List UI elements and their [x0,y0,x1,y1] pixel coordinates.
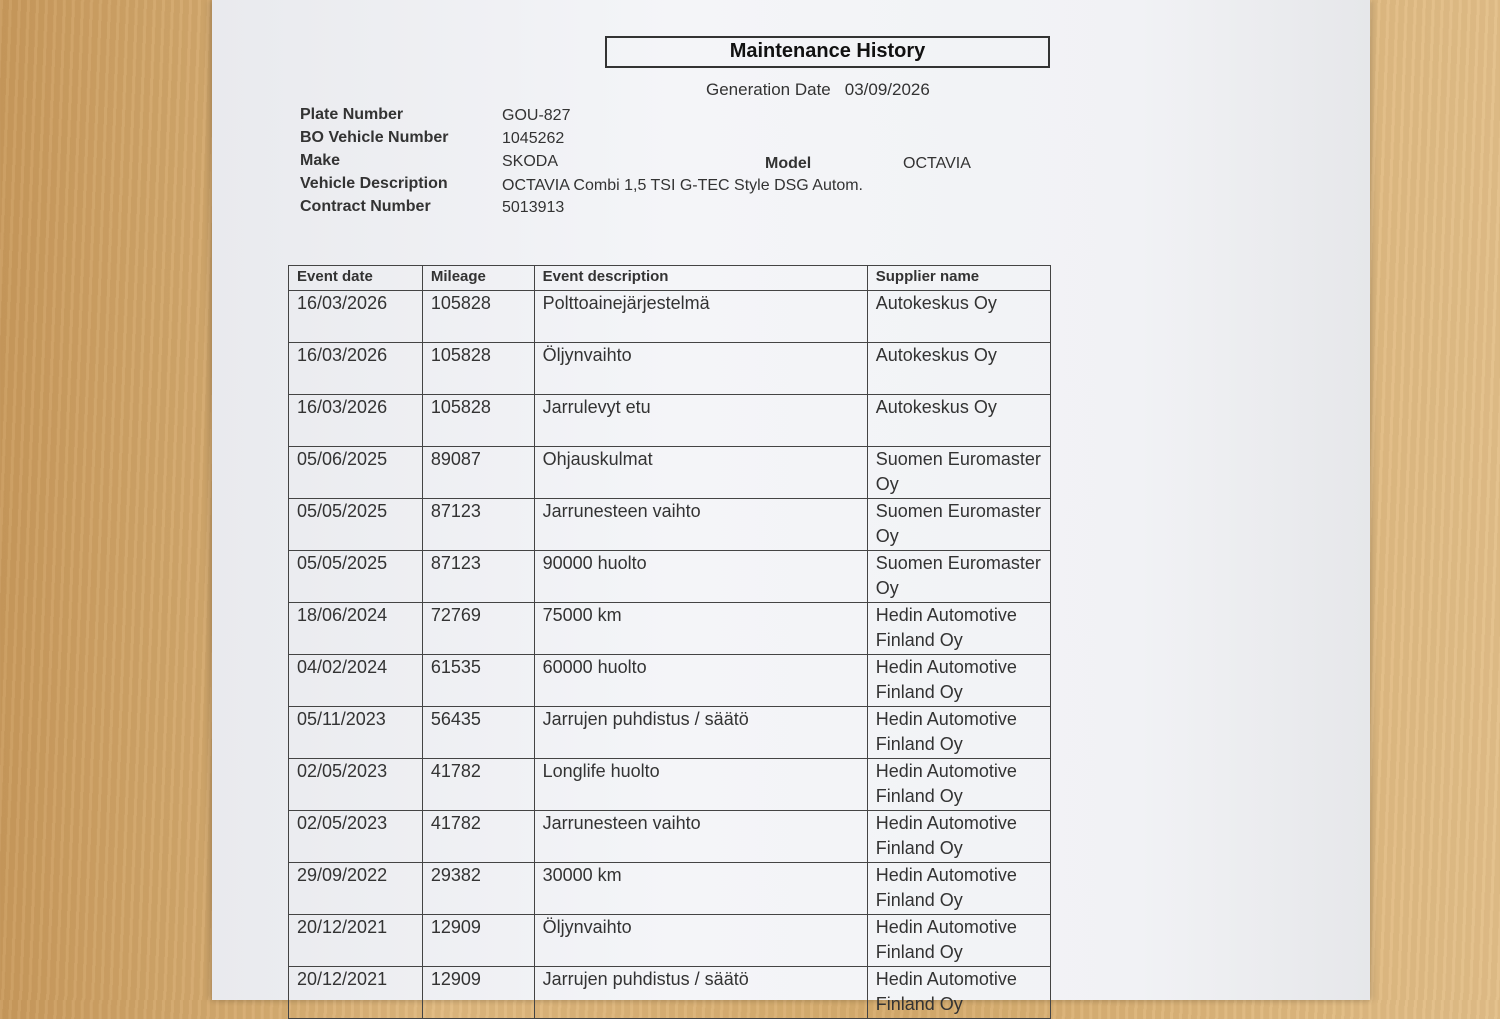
document-title: Maintenance History [605,36,1050,68]
table-row [289,811,1051,863]
supplier-name-cell: Hedin Automotive Finland Oy [867,915,1050,967]
table-body [289,291,1051,1019]
supplier-name-cell: Suomen Euromaster Oy [867,499,1050,551]
event-description-cell: Jarrunesteen vaihto [534,811,867,863]
bo-vehicle-number-value: 1045262 [502,130,565,147]
event-description-cell: 75000 km [534,603,867,655]
table-row [289,759,1051,811]
make-value: SKODA [502,153,559,170]
generation-date-label: Generation Date [706,80,831,99]
event-date-cell: 16/03/2026 [289,343,423,395]
bo-vehicle-number-label: BO Vehicle Number [300,129,449,146]
mileage-cell: 87123 [422,551,534,603]
table-row [289,863,1051,915]
event-description-cell: Jarrujen puhdistus / säätö [534,967,867,1019]
supplier-name-cell: Hedin Automotive Finland Oy [867,811,1050,863]
event-date-cell: 20/12/2021 [289,967,423,1019]
mileage-cell: 105828 [422,291,534,343]
generation-date [706,80,930,100]
supplier-name-cell: Hedin Automotive Finland Oy [867,603,1050,655]
table-row [289,967,1051,1019]
mileage-cell: 29382 [422,863,534,915]
vehicle-description-label: Vehicle Description [300,175,448,192]
table-row [289,707,1051,759]
table-row [289,655,1051,707]
supplier-name-cell: Hedin Automotive Finland Oy [867,863,1050,915]
supplier-name-cell: Autokeskus Oy [867,343,1050,395]
supplier-name-cell: Hedin Automotive Finland Oy [867,967,1050,1019]
event-date-cell: 05/11/2023 [289,707,423,759]
maintenance-events-table [288,265,1051,1019]
mileage-cell: 89087 [422,447,534,499]
event-date-cell: 20/12/2021 [289,915,423,967]
plate-number-value: GOU-827 [502,107,571,124]
table-row [289,499,1051,551]
event-date-cell: 18/06/2024 [289,603,423,655]
model-value: OCTAVIA [903,155,971,172]
column-header-event-description: Event description [534,266,867,291]
event-date-cell: 04/02/2024 [289,655,423,707]
mileage-cell: 105828 [422,343,534,395]
event-date-cell: 05/06/2025 [289,447,423,499]
table-row [289,447,1051,499]
table-row [289,343,1051,395]
supplier-name-cell: Hedin Automotive Finland Oy [867,655,1050,707]
contract-number-value: 5013913 [502,199,565,216]
make-label: Make [300,152,341,169]
table-row [289,291,1051,343]
contract-number-label: Contract Number [300,198,431,215]
mileage-cell: 87123 [422,499,534,551]
event-description-cell: Jarrunesteen vaihto [534,499,867,551]
model-label: Model [765,155,812,172]
mileage-cell: 72769 [422,603,534,655]
table-header-row [289,266,1051,291]
generation-date-value: 03/09/2026 [844,80,930,99]
event-description-cell: Jarrujen puhdistus / säätö [534,707,867,759]
mileage-cell: 105828 [422,395,534,447]
event-date-cell: 29/09/2022 [289,863,423,915]
event-description-cell: 90000 huolto [534,551,867,603]
table-row [289,551,1051,603]
event-description-cell: Jarrulevyt etu [534,395,867,447]
supplier-name-cell: Autokeskus Oy [867,395,1050,447]
event-description-cell: Ohjauskulmat [534,447,867,499]
table-row [289,395,1051,447]
mileage-cell: 41782 [422,811,534,863]
column-header-mileage: Mileage [422,266,534,291]
event-date-cell: 02/05/2023 [289,811,423,863]
event-date-cell: 02/05/2023 [289,759,423,811]
supplier-name-cell: Hedin Automotive Finland Oy [867,759,1050,811]
event-description-cell: Polttoainejärjestelmä [534,291,867,343]
plate-number-label: Plate Number [300,106,404,123]
event-date-cell: 05/05/2025 [289,551,423,603]
mileage-cell: 12909 [422,915,534,967]
vehicle-description-value: OCTAVIA Combi 1,5 TSI G-TEC Style DSG Autom. [502,177,863,194]
event-date-cell: 05/05/2025 [289,499,423,551]
mileage-cell: 61535 [422,655,534,707]
event-description-cell: Öljynvaihto [534,915,867,967]
mileage-cell: 12909 [422,967,534,1019]
table-row [289,915,1051,967]
event-description-cell: 30000 km [534,863,867,915]
event-description-cell: Longlife huolto [534,759,867,811]
supplier-name-cell: Hedin Automotive Finland Oy [867,707,1050,759]
event-description-cell: Öljynvaihto [534,343,867,395]
event-date-cell: 16/03/2026 [289,395,423,447]
document-page [212,0,1370,1014]
mileage-cell: 56435 [422,707,534,759]
supplier-name-cell: Suomen Euromaster Oy [867,551,1050,603]
table-row [289,603,1051,655]
column-header-supplier-name: Supplier name [867,266,1050,291]
supplier-name-cell: Autokeskus Oy [867,291,1050,343]
event-date-cell: 16/03/2026 [289,291,423,343]
event-description-cell: 60000 huolto [534,655,867,707]
supplier-name-cell: Suomen Euromaster Oy [867,447,1050,499]
column-header-event-date: Event date [289,266,423,291]
mileage-cell: 41782 [422,759,534,811]
